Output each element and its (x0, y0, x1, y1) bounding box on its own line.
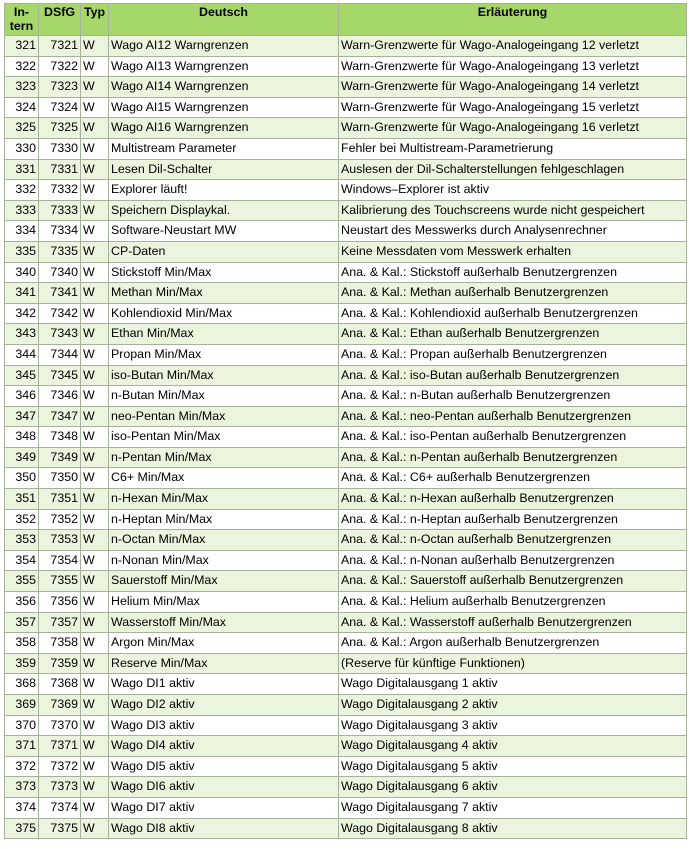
cell-intern: 330 (5, 138, 39, 159)
cell-erlaeuterung: Fehler bei Multistream-Parametrierung (339, 138, 687, 159)
cell-typ: W (81, 97, 109, 118)
cell-erlaeuterung: Auslesen der Dil-Schalterstellungen fehlgeschlagen (339, 159, 687, 180)
cell-typ: W (81, 653, 109, 674)
cell-deutsch: Ethan Min/Max (109, 324, 339, 345)
table-row (5, 550, 687, 571)
cell-deutsch: Wago DI2 aktiv (109, 695, 339, 716)
cell-intern: 373 (5, 777, 39, 798)
cell-typ: W (81, 406, 109, 427)
cell-erlaeuterung: Ana. & Kal.: iso-Butan außerhalb Benutzergrenzen (339, 365, 687, 386)
header-typ: Typ (81, 4, 109, 36)
cell-intern: 321 (5, 36, 39, 57)
table-row (5, 241, 687, 262)
table-row (5, 818, 687, 839)
cell-dsfg: 7342 (39, 303, 81, 324)
cell-erlaeuterung: Keine Messdaten vom Messwerk erhalten (339, 241, 687, 262)
cell-typ: W (81, 118, 109, 139)
table-row (5, 612, 687, 633)
cell-dsfg: 7372 (39, 756, 81, 777)
table-row (5, 695, 687, 716)
cell-dsfg: 7333 (39, 200, 81, 221)
cell-dsfg: 7350 (39, 468, 81, 489)
cell-deutsch: Propan Min/Max (109, 344, 339, 365)
cell-intern: 354 (5, 550, 39, 571)
cell-typ: W (81, 386, 109, 407)
cell-intern: 357 (5, 612, 39, 633)
cell-erlaeuterung: Ana. & Kal.: n-Octan außerhalb Benutzergrenzen (339, 530, 687, 551)
cell-dsfg: 7353 (39, 530, 81, 551)
cell-typ: W (81, 777, 109, 798)
cell-dsfg: 7358 (39, 633, 81, 654)
cell-intern: 322 (5, 56, 39, 77)
cell-intern: 349 (5, 447, 39, 468)
cell-dsfg: 7341 (39, 283, 81, 304)
cell-deutsch: Wago DI6 aktiv (109, 777, 339, 798)
cell-dsfg: 7346 (39, 386, 81, 407)
cell-deutsch: n-Pentan Min/Max (109, 447, 339, 468)
cell-dsfg: 7330 (39, 138, 81, 159)
table-row (5, 56, 687, 77)
cell-intern: 351 (5, 489, 39, 510)
cell-deutsch: Wago DI7 aktiv (109, 797, 339, 818)
cell-typ: W (81, 180, 109, 201)
table-row (5, 386, 687, 407)
cell-deutsch: Wago DI1 aktiv (109, 674, 339, 695)
cell-dsfg: 7356 (39, 592, 81, 613)
cell-dsfg: 7368 (39, 674, 81, 695)
cell-typ: W (81, 674, 109, 695)
cell-erlaeuterung: Wago Digitalausgang 5 aktiv (339, 756, 687, 777)
cell-erlaeuterung: Ana. & Kal.: Argon außerhalb Benutzergrenzen (339, 633, 687, 654)
cell-intern: 333 (5, 200, 39, 221)
cell-erlaeuterung: Windows–Explorer ist aktiv (339, 180, 687, 201)
cell-intern: 370 (5, 715, 39, 736)
cell-erlaeuterung: Warn-Grenzwerte für Wago-Analogeingang 13 verletzt (339, 56, 687, 77)
cell-intern: 323 (5, 77, 39, 98)
header-erlaeuterung: Erläuterung (339, 4, 687, 36)
table-row (5, 447, 687, 468)
cell-deutsch: iso-Butan Min/Max (109, 365, 339, 386)
cell-intern: 348 (5, 427, 39, 448)
cell-typ: W (81, 200, 109, 221)
cell-deutsch: Wago AI13 Warngrenzen (109, 56, 339, 77)
cell-deutsch: Wago AI16 Warngrenzen (109, 118, 339, 139)
cell-dsfg: 7374 (39, 797, 81, 818)
cell-typ: W (81, 56, 109, 77)
cell-typ: W (81, 468, 109, 489)
table-row (5, 530, 687, 551)
cell-deutsch: Lesen Dil-Schalter (109, 159, 339, 180)
cell-intern: 325 (5, 118, 39, 139)
cell-deutsch: Sauerstoff Min/Max (109, 571, 339, 592)
cell-deutsch: Wasserstoff Min/Max (109, 612, 339, 633)
cell-intern: 369 (5, 695, 39, 716)
cell-intern: 358 (5, 633, 39, 654)
table-row (5, 262, 687, 283)
cell-typ: W (81, 365, 109, 386)
header-dsfg: DSfG (39, 4, 81, 36)
cell-intern: 344 (5, 344, 39, 365)
table-row (5, 303, 687, 324)
cell-typ: W (81, 612, 109, 633)
cell-dsfg: 7375 (39, 818, 81, 839)
cell-erlaeuterung: Ana. & Kal.: n-Heptan außerhalb Benutzergrenzen (339, 509, 687, 530)
cell-deutsch: Speichern Displaykal. (109, 200, 339, 221)
cell-dsfg: 7345 (39, 365, 81, 386)
cell-erlaeuterung: Ana. & Kal.: Sauerstoff außerhalb Benutzergrenzen (339, 571, 687, 592)
cell-deutsch: Argon Min/Max (109, 633, 339, 654)
cell-erlaeuterung: Ana. & Kal.: n-Butan außerhalb Benutzergrenzen (339, 386, 687, 407)
cell-intern: 347 (5, 406, 39, 427)
cell-dsfg: 7351 (39, 489, 81, 510)
cell-deutsch: iso-Pentan Min/Max (109, 427, 339, 448)
cell-dsfg: 7349 (39, 447, 81, 468)
header-intern-line1: In- (13, 5, 30, 19)
cell-intern: 352 (5, 509, 39, 530)
table-row (5, 118, 687, 139)
cell-dsfg: 7370 (39, 715, 81, 736)
cell-erlaeuterung: Wago Digitalausgang 6 aktiv (339, 777, 687, 798)
cell-typ: W (81, 715, 109, 736)
cell-typ: W (81, 77, 109, 98)
cell-deutsch: Explorer läuft! (109, 180, 339, 201)
cell-deutsch: Reserve Min/Max (109, 653, 339, 674)
cell-deutsch: Helium Min/Max (109, 592, 339, 613)
cell-erlaeuterung: Wago Digitalausgang 3 aktiv (339, 715, 687, 736)
table-row (5, 159, 687, 180)
table-row (5, 797, 687, 818)
table-row (5, 633, 687, 654)
cell-dsfg: 7347 (39, 406, 81, 427)
cell-deutsch: Kohlendioxid Min/Max (109, 303, 339, 324)
cell-erlaeuterung: Wago Digitalausgang 7 aktiv (339, 797, 687, 818)
cell-deutsch: Stickstoff Min/Max (109, 262, 339, 283)
cell-intern: 372 (5, 756, 39, 777)
table-header (5, 4, 687, 36)
cell-typ: W (81, 303, 109, 324)
table-row (5, 283, 687, 304)
cell-intern: 375 (5, 818, 39, 839)
cell-intern: 331 (5, 159, 39, 180)
table-row (5, 777, 687, 798)
cell-deutsch: n-Nonan Min/Max (109, 550, 339, 571)
cell-dsfg: 7344 (39, 344, 81, 365)
cell-deutsch: neo-Pentan Min/Max (109, 406, 339, 427)
cell-typ: W (81, 489, 109, 510)
cell-typ: W (81, 509, 109, 530)
cell-deutsch: Software-Neustart MW (109, 221, 339, 242)
cell-erlaeuterung: Warn-Grenzwerte für Wago-Analogeingang 14 verletzt (339, 77, 687, 98)
table-row (5, 365, 687, 386)
table-row (5, 36, 687, 57)
table-row (5, 138, 687, 159)
cell-intern: 341 (5, 283, 39, 304)
cell-dsfg: 7335 (39, 241, 81, 262)
cell-deutsch: Wago DI8 aktiv (109, 818, 339, 839)
cell-typ: W (81, 324, 109, 345)
cell-typ: W (81, 530, 109, 551)
cell-typ: W (81, 344, 109, 365)
cell-typ: W (81, 262, 109, 283)
cell-deutsch: Wago DI3 aktiv (109, 715, 339, 736)
cell-typ: W (81, 571, 109, 592)
cell-deutsch: Multistream Parameter (109, 138, 339, 159)
cell-typ: W (81, 550, 109, 571)
header-deutsch: Deutsch (109, 4, 339, 36)
cell-intern: 356 (5, 592, 39, 613)
cell-dsfg: 7357 (39, 612, 81, 633)
cell-deutsch: n-Hexan Min/Max (109, 489, 339, 510)
cell-erlaeuterung: Neustart des Messwerks durch Analysenrechner (339, 221, 687, 242)
cell-erlaeuterung: Ana. & Kal.: neo-Pentan außerhalb Benutzergrenzen (339, 406, 687, 427)
cell-typ: W (81, 427, 109, 448)
table-row (5, 344, 687, 365)
cell-erlaeuterung: Ana. & Kal.: C6+ außerhalb Benutzergrenzen (339, 468, 687, 489)
cell-typ: W (81, 283, 109, 304)
cell-intern: 340 (5, 262, 39, 283)
cell-typ: W (81, 736, 109, 757)
header-intern-line2: tern (9, 19, 34, 33)
cell-intern: 371 (5, 736, 39, 757)
table-row (5, 756, 687, 777)
table-row (5, 77, 687, 98)
cell-typ: W (81, 695, 109, 716)
cell-dsfg: 7331 (39, 159, 81, 180)
cell-intern: 353 (5, 530, 39, 551)
header-intern (5, 4, 39, 36)
cell-erlaeuterung: Ana. & Kal.: Ethan außerhalb Benutzergrenzen (339, 324, 687, 345)
cell-typ: W (81, 241, 109, 262)
cell-erlaeuterung: Warn-Grenzwerte für Wago-Analogeingang 12 verletzt (339, 36, 687, 57)
cell-deutsch: Wago DI5 aktiv (109, 756, 339, 777)
cell-intern: 343 (5, 324, 39, 345)
table-body (5, 36, 687, 839)
cell-deutsch: Methan Min/Max (109, 283, 339, 304)
cell-intern: 368 (5, 674, 39, 695)
cell-typ: W (81, 138, 109, 159)
cell-erlaeuterung: Wago Digitalausgang 2 aktiv (339, 695, 687, 716)
cell-erlaeuterung: Ana. & Kal.: Methan außerhalb Benutzergrenzen (339, 283, 687, 304)
cell-erlaeuterung: (Reserve für künftige Funktionen) (339, 653, 687, 674)
cell-dsfg: 7359 (39, 653, 81, 674)
cell-dsfg: 7355 (39, 571, 81, 592)
cell-dsfg: 7332 (39, 180, 81, 201)
cell-intern: 334 (5, 221, 39, 242)
cell-dsfg: 7322 (39, 56, 81, 77)
cell-erlaeuterung: Ana. & Kal.: n-Pentan außerhalb Benutzergrenzen (339, 447, 687, 468)
cell-deutsch: CP-Daten (109, 241, 339, 262)
cell-erlaeuterung: Ana. & Kal.: n-Nonan außerhalb Benutzergrenzen (339, 550, 687, 571)
cell-deutsch: n-Heptan Min/Max (109, 509, 339, 530)
cell-erlaeuterung: Warn-Grenzwerte für Wago-Analogeingang 15 verletzt (339, 97, 687, 118)
cell-erlaeuterung: Wago Digitalausgang 8 aktiv (339, 818, 687, 839)
cell-typ: W (81, 221, 109, 242)
cell-dsfg: 7324 (39, 97, 81, 118)
cell-intern: 324 (5, 97, 39, 118)
cell-dsfg: 7348 (39, 427, 81, 448)
cell-dsfg: 7323 (39, 77, 81, 98)
cell-erlaeuterung: Ana. & Kal.: iso-Pentan außerhalb Benutzergrenzen (339, 427, 687, 448)
cell-typ: W (81, 159, 109, 180)
cell-intern: 359 (5, 653, 39, 674)
table-row (5, 653, 687, 674)
cell-typ: W (81, 818, 109, 839)
cell-erlaeuterung: Kalibrierung des Touchscreens wurde nicht gespeichert (339, 200, 687, 221)
cell-dsfg: 7373 (39, 777, 81, 798)
cell-deutsch: n-Octan Min/Max (109, 530, 339, 551)
cell-intern: 345 (5, 365, 39, 386)
table-row (5, 221, 687, 242)
cell-dsfg: 7371 (39, 736, 81, 757)
table-row (5, 97, 687, 118)
table-row (5, 180, 687, 201)
cell-erlaeuterung: Wago Digitalausgang 1 aktiv (339, 674, 687, 695)
table-row (5, 324, 687, 345)
table-row (5, 736, 687, 757)
cell-typ: W (81, 592, 109, 613)
cell-erlaeuterung: Ana. & Kal.: Helium außerhalb Benutzergrenzen (339, 592, 687, 613)
cell-typ: W (81, 633, 109, 654)
cell-typ: W (81, 797, 109, 818)
cell-deutsch: Wago AI15 Warngrenzen (109, 97, 339, 118)
table-row (5, 468, 687, 489)
cell-erlaeuterung: Ana. & Kal.: n-Hexan außerhalb Benutzergrenzen (339, 489, 687, 510)
cell-typ: W (81, 447, 109, 468)
cell-intern: 374 (5, 797, 39, 818)
cell-erlaeuterung: Ana. & Kal.: Kohlendioxid außerhalb Benutzergrenzen (339, 303, 687, 324)
cell-deutsch: C6+ Min/Max (109, 468, 339, 489)
cell-deutsch: Wago AI12 Warngrenzen (109, 36, 339, 57)
cell-deutsch: n-Butan Min/Max (109, 386, 339, 407)
table-row (5, 489, 687, 510)
cell-dsfg: 7334 (39, 221, 81, 242)
cell-dsfg: 7369 (39, 695, 81, 716)
cell-dsfg: 7354 (39, 550, 81, 571)
cell-intern: 342 (5, 303, 39, 324)
cell-dsfg: 7343 (39, 324, 81, 345)
cell-intern: 350 (5, 468, 39, 489)
cell-erlaeuterung: Wago Digitalausgang 4 aktiv (339, 736, 687, 757)
cell-erlaeuterung: Ana. & Kal.: Stickstoff außerhalb Benutzergrenzen (339, 262, 687, 283)
cell-intern: 355 (5, 571, 39, 592)
cell-dsfg: 7325 (39, 118, 81, 139)
table-row (5, 200, 687, 221)
cell-dsfg: 7352 (39, 509, 81, 530)
header-row (5, 4, 687, 36)
cell-deutsch: Wago AI14 Warngrenzen (109, 77, 339, 98)
table-row (5, 592, 687, 613)
cell-erlaeuterung: Warn-Grenzwerte für Wago-Analogeingang 16 verletzt (339, 118, 687, 139)
cell-intern: 346 (5, 386, 39, 407)
cell-typ: W (81, 756, 109, 777)
cell-dsfg: 7321 (39, 36, 81, 57)
cell-typ: W (81, 36, 109, 57)
table-row (5, 715, 687, 736)
table-row (5, 571, 687, 592)
table-row (5, 427, 687, 448)
cell-deutsch: Wago DI4 aktiv (109, 736, 339, 757)
cell-erlaeuterung: Ana. & Kal.: Propan außerhalb Benutzergrenzen (339, 344, 687, 365)
cell-intern: 332 (5, 180, 39, 201)
table-row (5, 406, 687, 427)
cell-intern: 335 (5, 241, 39, 262)
table-row (5, 509, 687, 530)
cell-dsfg: 7340 (39, 262, 81, 283)
table-row (5, 674, 687, 695)
error-code-table (4, 3, 687, 839)
cell-erlaeuterung: Ana. & Kal.: Wasserstoff außerhalb Benutzergrenzen (339, 612, 687, 633)
